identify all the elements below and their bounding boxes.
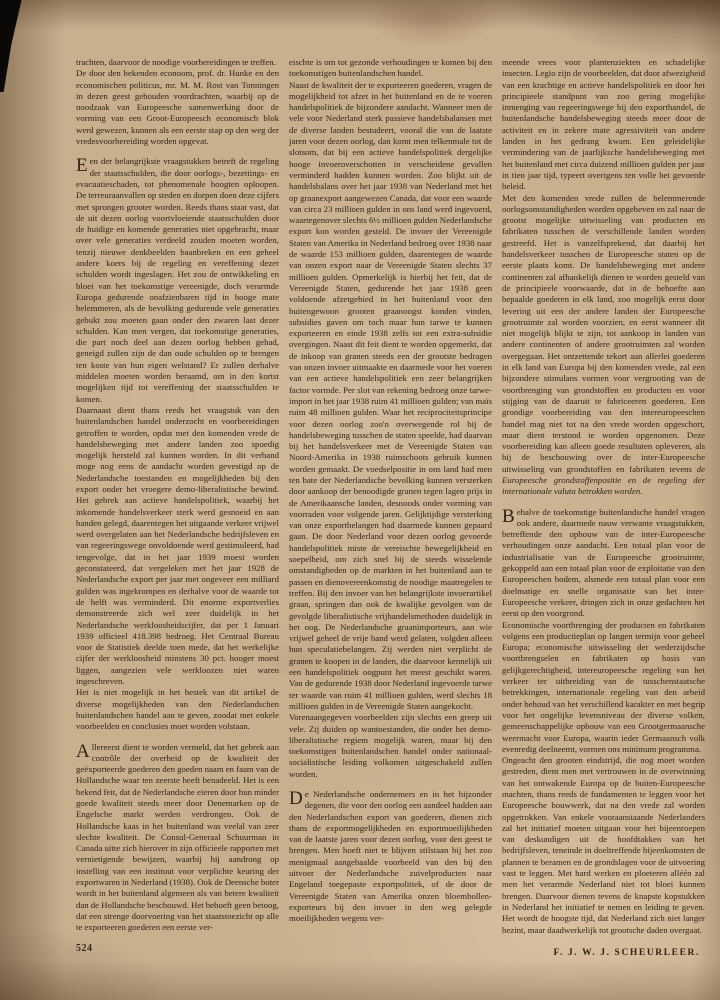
paragraph: De door den bekenden econoom, prof. dr. Hunke en den economischen politicus, mr. M. M. Rost van Tonningen in dezen geest gehouden voordrachten, waarbij op de noodzaak van Europeesche samenwerking door de vorming van een Groot-Europeesch economisch blok werd gewezen, kunnen als een eerste stap op den weg der vredesvoorbereiding worden opgevat. (76, 68, 279, 147)
paragraph: meende vrees voor plantenziekten en schadelijke insecten. Legio zijn de voorbeelden, dat door afwezigheid van een krachtige en actieve handelspolitiek en door het principieele standpunt van zoo gering mogelijke inmenging van regeeringswege bij den exporthandel, de buitenlandsche handelsbeweging steeds meer door de activiteit en in zekere mate agressiviteit van andere landen in het gedrang kwam. Een geleidelijke vermindering van de jaarlijksche handelsbeweging met het buitenland met circa duizend millioen gulden per jaar in tien jaar tijd, typeert overigens ten volle het gevoerde beleid. (502, 57, 705, 192)
text-column-1 (76, 57, 279, 936)
paragraph: Naast de kwaliteit der te exporteeren goederen, vragen de mogelijkheid tot afzet in het buitenland en de te voeren handelspolitiek de bijzondere aandacht. Wanneer men de vele voor Nederland sterk passieve handelsbalansen met de diverse landen bestudeert, vooral die van de laatste jaren voor dezen oorlog, dan komt men telkenmale tot de slotsom, dat bij een actieve handelspolitiek dergelijke hooge invoeroverschotten in verscheidene gevallen verminderd hadden kunnen worden. Zoo blijkt uit de handelsbalans over het jaar 1938 van Nederland met het op graanexport aangewezen Canada, dat voor een waarde van circa 23 millioen gulden in ons land werd ingevoerd, waartegenover slechts 6½ millioen gulden Nederlandsche export kon worden gesteld. De invoer der Vereenigde Staten van Amerika in Nederland bedroeg over 1938 naar de waarde 153 millioen gulden, daarentegen de waarde van onzen export naar de Vereenigde Staten slechts 37 millioen gulden. Opmerkelijk is hierbij het feit, dat de Vereenigde Staten, gedurende het jaar 1938 geen voldoende afzetgebied in het buitenland voor den buitengewoon grooten graanoogst konden vinden, subsidies gaven om toch maar hun tarwe te kunnen exporteeren en einde 1938 zelfs tot een extra-subsidie overgingen. Naast dit feit dient te worden opgemerkt, dat de inkoop van granen steeds een der grootste bedragen van onzen invoer uitmaakte en daarmede voor het voeren van een actieve handelspolitiek een zeer belangrijken factor vormde. Per slot van rekening bedroeg onze tarwe-import in het jaar 1938 ruim 41 millioen gulden; van maïs ruim 48 millioen gulden. Waar het reciprociteitsprincipe voor dezen oorlog zoo'n overwegende rol bij de handelsbeweging tusschen de staten speelde, had daarvan bij het handelsverkeer met de Vereenigde Staten van Noord-Amerika in 1938 ruimschoots gebruik kunnen worden gemaakt. De voedselpositie in ons land had men ten bate der Nederlandsche bevolking kunnen versterken door aankoop der benoodigde granen tegen lagen prijs in de Amerikaansche landen, desnoods onder vorming van voorraden voor volgende jaren. Gelijktijdige versterking van onze exportbelangen had daarmede kunnen gepaard gaan. De door Nederland voor dezen oorlog gevoerde handelspolitiek miste de vereischte bewegelijkheid en soepelheid, om zich snel bij de steeds wisselende omstandigheden op de markten in het buitenland aan te passen en dienovereenkomstig de noodige maatregelen te treffen. Bij den invoer van het belangrijkste invoerartikel graan, springen dan ook de kwalijke gevolgen van de gevolgde liberalistische vrijhandelsmethoden duidelijk in het oog. De Nederlandsche graanimporteurs, aan wie vrijwel geheel de vrije hand werd gelaten, volgden alleen hun speculatiebelangen. Zij werden niet verplicht de granen te koopen in de landen, die daarvoor kennelijk uit een handelspolitiek oogpunt het meest geschikt waren. Van de gedurende 1938 door Nederland ingevoerde tarwe ter waarde van ruim 41 millioen gulden, werd slechts 18 millioen gulden in de Vereenigde Staten aangekocht. (289, 79, 492, 711)
paragraph: De Nederlandsche ondernemers en in het bijzonder degenen, die voor den oorlog een aandeel hadden aan den Nederlandschen export van goederen, dienen zich thans de exportmogelijkheden en exportmoeilijkheden van de laatste jaren voor dezen oorlog, voor den geest te brengen. Men hoeft niet te blijven stilstaan bij het zoo menigmaal aangehaalde voorbeeld van den bij den uitvoer der Nederlandsche zuivelproducten naar Engeland toegepaste exportpolitiek, of de door de Vereenigde Staten van Amerika onzen bloembollen-exporteurs bij den invoer in den weg gelegde moeilijkheden wegens ver- (289, 788, 492, 924)
drop-cap: D (289, 788, 303, 809)
drop-cap: E (76, 155, 88, 177)
paragraph: Allereerst dient te worden vermeld, dat het gebrek aan contrôle der overheid op de kwaliteit der geëxporteerde goederen den goeden naam en faam van de Hollandsche waar ten zeerste heeft benadeeld. Het is een bekend feit, dat de Nederlandsche eieren door hun minder goede kwaliteit steeds meer door Denemarken op de Engelsche markt werden verdrongen. Ook de Hollandsche kaas in het buitenland was veelal van zeer slechte kwaliteit. De Consul-Generaal Schuurman in Canada uitte zich hierover in zijn officieele rapporten met vernietigende bewijzen, waarbij hij aandrong op instelling van een instituut voor verplichte keuring der exportwaren in Nederland (1938). Ook de Deensche boter wordt in het buitenland algemeen als van betere kwaliteit dan de Hollandsche beschouwd. Het behoeft geen betoog, dat een strenge doorvoering van het staatstoezicht op alle te exporteeren goederen een eerste ver- (76, 740, 279, 933)
paragraph: Een der belangrijkste vraagstukken betreft de regeling der staatsschulden, die door oorlogs-, bezettings- en evacuatieschaden, tot phenomenale hoogten oploopen. De terreuraanvallen op steden en dorpen doen deze cijfers met sprongen grooter worden. Reeds thans staat vast, dat de uit dezen oorlog voortvloeiende staatsschulden door de huidige en komende generaties niet opgebracht, maar over vele generaties verdeeld zouden moeten worden, tenzij nieuwe denkbeelden baanbreken en een geheel andere koers bij de regeling en vereffening dezer schulden wordt ingeslagen. Het zou de ontwikkeling en bloei van het toekomstige vereenigde, doch verarmde Europa gedurende onafzienbaren tijd in hooge mate belemmeren, als de bevolking gedurende vele generaties gebukt zou moeten gaan onder den zwaren last dezer schulden. Kan men vergen, dat toekomstige generaties, die part noch deel aan dezen oorlog hebben gehad, geneigd zullen zijn de dan oude schulden op te brengen ten koste van hun eigen welstand? Er zullen derhalve middelen moeten worden beraamd, om in den kortst mogelijken tijd tot vereffening der staatsschulden te komen. (76, 155, 279, 404)
drop-cap: A (76, 740, 90, 762)
author-signature: F. J. W. J. SCHEURLEER. (553, 948, 700, 958)
paragraph: Met den komenden vrede zullen de belemmerende oorlogsomstandigheden worden opgeheven en zal naar de grootst mogelijke uitwisseling van producten en fabrikaten tusschen de verschillende landen worden gestreefd. Het is vanzelfsprekend, dat daarbij het handelsverkeer tusschen de Europeesche staten op de eerste plaats komt. De handelsbeweging met andere continenten zal afhankelijk dienen te worden gesteld van de principieele voorwaarde, dat in de behoefte aan bepaalde goederen in elk land, zoo mogelijk eerst door levering uit een der andere landen der Europeesche grootruimte zal worden voorzien, en eerst wanneer dit niet mogelijk blijkt te zijn, tot aankoop in landen van andere continenten of andere grootruimten zal worden overgegaan. Het ontzettende tekort aan allerlei goederen in elk land van Europa bij den komenden vrede, zal een bijzondere stimulans vormen voor vergrooting van de voortbrenging van grondstoffen en producten en voor stijging van de daaruit te fabriceeren goederen. Een grondige voorbereiding van den intereuropeeschen handel mag niet tot na den vrede worden opgeschort, maar dient terstond te worden opgenomen. Deze voorbereiding kan alleen goede resultaten opleveren, als bij de beschouwing over de inter-Europeesche uitwisseling van grondstoffen en fabrikaten tevens de Europeesche grondstoffenpositie en de regeling der internationale valuta betrokken worden. (502, 192, 705, 497)
paragraph: Behalve de toekomstige buitenlandsche handel vragen ook andere, daarmede nauw verwante vraagstukken, betreffende den opbouw van de inter-Europeesche verhoudingen onze aandacht. Een totaal plan voor de industrialisatie van de Europeesche grootruimte, gekoppeld aan een totaal plan voor de exploitatie van den Europeeschen bodem, alsmede een totaal plan voor een doelmatige en snelle organisatie van het inter-Europeesche verkeer, dringen zich in onze gedachten het eerst op den voorgrond. (502, 505, 705, 619)
paragraph: trachten, daarvoor de noodige voorbereidingen te treffen. (76, 57, 276, 67)
paragraph: Ongeacht den grooten eindstrijd, die nog moet worden gestreden, dient men met vertrouwen in de overwinning van het ontwakende Europa op de buiten-Europeesche machten, thans reeds de fundamenten te leggen voor het Europeesche bouwwerk, dat na den vrede zal worden opgetrokken. Van enkele vooraanstaande Nederlanders zal het initiatief moeten uitgaan voor het bijeenroepen van deskundigen uit de hoofdtakken van het bedrijfsleven, teneinde in doeltreffende bijeenkomsten de plannen te beramen en de grondslagen voor de uitvoering vast te leggen. Met hard werken en ploeteren alléén zal men het verarmde Nederland niet tot bloei kunnen brengen. Daarvoor dienen tevens de knapste kopstukken in Nederland het initiatief te nemen en leiding te geven. Het wordt de hoogste tijd, dat Nederland zich niet langer bezint, maar daadwerkelijk tot grootsche daden overgaat. (502, 755, 705, 935)
text-column-3 (502, 57, 705, 936)
paragraph: Economische voortbrenging der producten en fabrikaten volgens een productieplan op langen termijn voor geheel Europa; economische uitwisseling der wederzijdsche voortbrengselen en fabrikaten op basis van gelijkgerechtigheid, intereuropeesche regeling van het verkeer ter uitbreiding van de tusschenstaatsche betrekkingen, internationale regeling van den arbeid onder behoud van het verschillend karakter en met begrip voor het ongelijke levensniveau der diverse volken, gemeenschappelijke opbouw van een Grootgermaansche weermacht voor Europa, waarin ieder Germaansch volk evenredig deelneemt, vormen ons minimum programma. (502, 619, 705, 754)
article-body (76, 57, 705, 936)
drop-cap: B (502, 505, 515, 527)
paragraph: Het is niet mogelijk in het bestek van dit artikel de diverse mogelijkheden van den Nederlandschen buitenlandschen handel aan te geven, zoodat met enkele voorbeelden en conclusies moet worden volstaan. (76, 687, 279, 732)
paragraph: eischte is om tot gezonde verhoudingen te komen bij den toekomstigen buitenlandschen handel. (289, 57, 492, 79)
paragraph: Daarnaast dient thans reeds het vraagstuk van den buitenlandschen handel onderzocht en voorbereidingen getroffen te worden, opdat met den komenden vrede de handelsbeweging met andere landen zoo spoedig mogelijk hersteld zal kunnen worden. In dit verband moge nog eens de aandacht worden gevestigd op de Nederlandsche toestanden en mogelijkheden bij den export onder het vroegere demo-liberalistische bewind. Het gebrek aan actieve handelspolitiek, waarbij het inkomende handelsverkeer sterk werd gesnoeid en aan banden gelegd, daarentegen het uitgaande verkeer vrijwel werd overgelaten aan het Nederlandsche bedrijfsleven en van regeeringswege onvoldoende werd gestimuleerd, had tengevolge, dat in het jaar 1939 moest worden geconstateerd, dat vergeleken met het jaar 1928 de Nederlandsche export per jaar met ongeveer een milliard gulden was ingekrompen en derhalve voor de waarde tot de helft was verminderd. Dit enorme exportverlies demonstreerde zich wel zeer duidelijk in het Nederlandsche werkloosheidscijfer, dat per 1 Januari 1939 officieel 418.398 bedroeg. Het Centraal Bureau voor de Statistiek deelde toen mede, dat het werkelijke cijfer der werkloosheid minstens 30 pct. hooger moest liggen, aangezien vele werkloozen niet waren ingeschreven. (76, 404, 279, 687)
italic-phrase: de Europeesche grondstoffenpositie en de regeling der internationale valuta betrokken worden. (502, 463, 705, 497)
page-number: 524 (76, 943, 93, 954)
text-column-2 (289, 57, 492, 936)
scan-corner-artifact (0, 0, 30, 92)
paragraph: Vorenaangegeven voorbeelden zijn slechts een greep uit vele. Zij duiden op wantoestanden, die onder het demo-liberalistische regiem mogelijk waren, maar bij den toekomstigen buitenlandschen handel onder nationaal-socialistische leiding volkomen uitgeschakeld zullen worden. (289, 712, 492, 779)
